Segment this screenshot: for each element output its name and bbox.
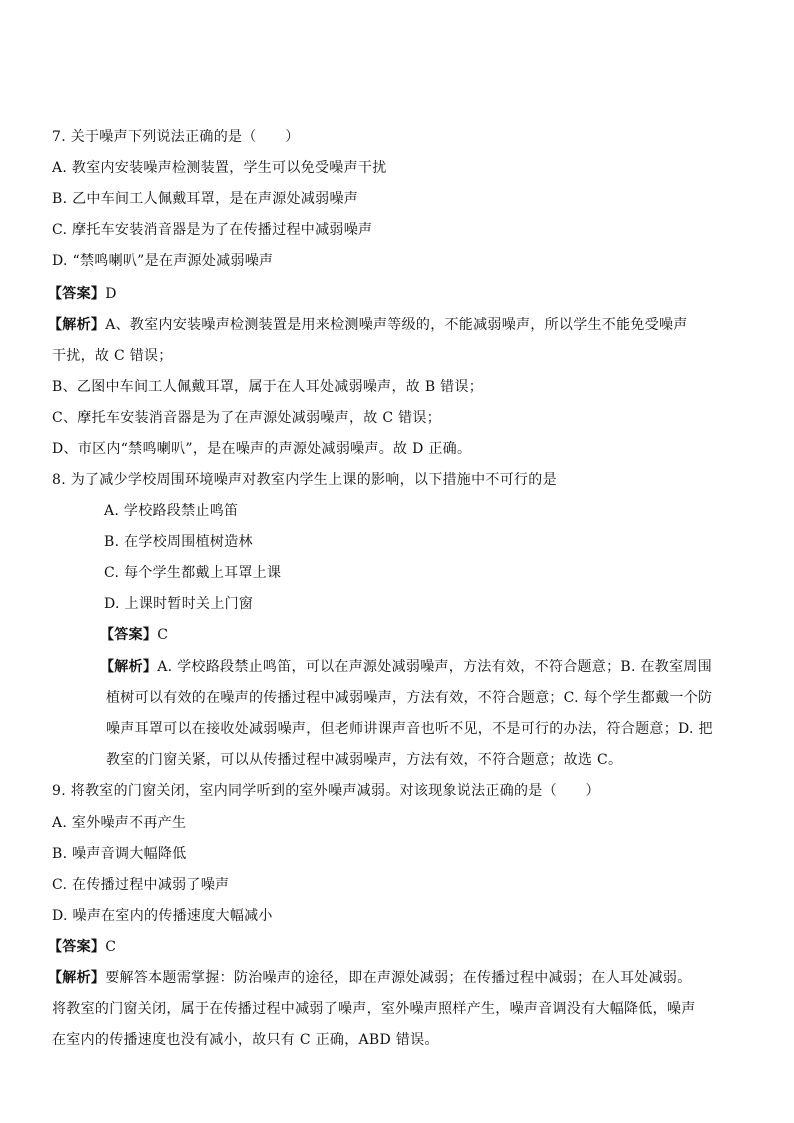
analysis-line: 噪声耳罩可以在接收处减弱噪声，但老师讲课声音也听不见，不是可行的办法，符合题意；D. 把	[106, 721, 713, 737]
question-9-stem: 9. 将教室的门窗关闭，室内同学听到的室外噪声减弱。对该现象说法正确的是（ ）	[52, 783, 600, 799]
answer-tag: 【答案】	[48, 939, 106, 955]
question-7-analysis-first	[48, 316, 688, 334]
question-8-option-a: A. 学校路段禁止鸣笛	[104, 503, 239, 519]
question-9-analysis-first	[48, 969, 692, 987]
analysis-line: 在室内的传播速度也没有减小，故只有 C 正确，ABD 错误。	[52, 1032, 439, 1048]
answer-tag: 【答案】	[100, 627, 158, 643]
analysis-tag: 【解析】	[48, 317, 106, 333]
answer-tag: 【答案】	[48, 286, 106, 302]
question-9-option-c: C. 在传播过程中减弱了噪声	[52, 877, 230, 893]
analysis-line: A、教室内安装噪声检测装置是用来检测噪声等级的，不能减弱噪声，所以学生不能免受噪声	[105, 317, 688, 333]
question-8-option-b: B. 在学校周围植树造林	[104, 534, 253, 550]
question-9-option-d: D. 噪声在室内的传播速度大幅减小	[52, 908, 273, 924]
analysis-line: D、市区内“禁鸣喇叭”，是在噪声的声源处减弱噪声。故 D 正确。	[52, 441, 472, 457]
analysis-line: A. 学校路段禁止鸣笛，可以在声源处减弱噪声，方法有效，不符合题意；B. 在教室周围	[157, 659, 712, 675]
analysis-tag: 【解析】	[100, 659, 158, 675]
question-8-option-c: C. 每个学生都戴上耳罩上课	[104, 565, 282, 581]
question-7-option-a: A. 教室内安装噪声检测装置，学生可以免受噪声干扰	[52, 160, 387, 176]
analysis-line: 干扰，故 C 错误；	[52, 348, 173, 364]
analysis-tag: 【解析】	[48, 970, 106, 986]
analysis-line: 要解答本题需掌握：防治噪声的途径，即在声源处减弱；在传播过程中减弱；在人耳处减弱。	[105, 970, 692, 986]
question-8-analysis-first	[100, 658, 712, 676]
analysis-line: 教室的门窗关紧，可以从传播过程中减弱噪声，方法有效，不符合题意；故选 C。	[106, 752, 623, 768]
question-9-option-b: B. 噪声音调大幅降低	[52, 846, 187, 862]
analysis-line: 将教室的门窗关闭，属于在传播过程中减弱了噪声，室外噪声照样产生，噪声音调没有大幅降低，噪声	[52, 1001, 696, 1017]
question-9-option-a: A. 室外噪声不再产生	[52, 815, 187, 831]
analysis-line: 植树可以有效的在噪声的传播过程中减弱噪声，方法有效，不符合题意；C. 每个学生都戴一个防	[106, 690, 713, 706]
question-7-option-c: C. 摩托车安装消音器是为了在传播过程中减弱噪声	[52, 222, 373, 238]
answer-value: C	[105, 939, 117, 955]
answer-value: C	[157, 627, 169, 643]
question-7-stem: 7. 关于噪声下列说法正确的是（ ）	[52, 129, 300, 145]
question-8-option-d: D. 上课时暂时关上门窗	[104, 596, 254, 612]
question-8-answer	[100, 626, 168, 644]
analysis-line: B、乙图中车间工人佩戴耳罩，属于在人耳处减弱噪声，故 B 错误；	[52, 379, 484, 395]
question-7-option-b: B. 乙中车间工人佩戴耳罩，是在声源处减弱噪声	[52, 191, 359, 207]
question-9-answer	[48, 938, 116, 956]
question-8-stem: 8. 为了减少学校周围环境噪声对教室内学生上课的影响，以下措施中不可行的是	[52, 472, 557, 488]
question-7-answer	[48, 285, 117, 303]
analysis-line: C、摩托车安装消音器是为了在声源处减弱噪声，故 C 错误；	[52, 410, 442, 426]
answer-value: D	[105, 286, 117, 302]
question-7-option-d: D. “禁鸣喇叭”是在声源处减弱噪声	[52, 253, 274, 269]
